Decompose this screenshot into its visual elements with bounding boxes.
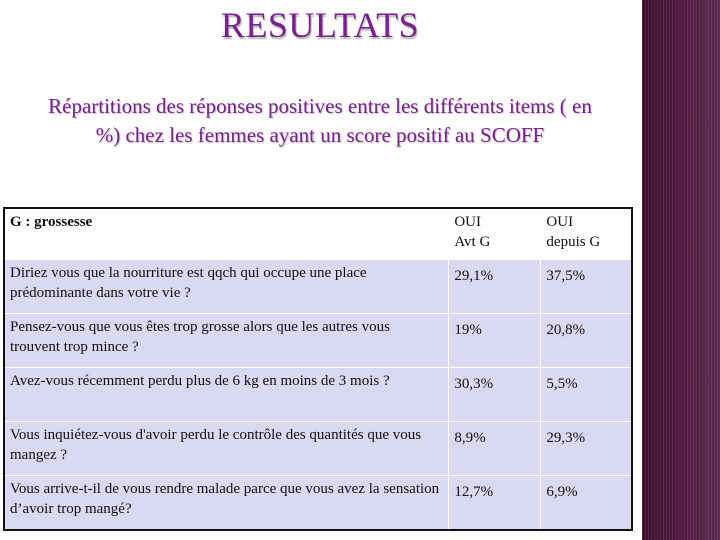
decorative-side-band — [642, 0, 720, 540]
row-value-avant: 8,9% — [449, 422, 541, 476]
row-question: Diriez vous que la nourriture est qqch qui occupe une place prédominante dans votre vie ? — [4, 260, 449, 314]
row-question: Pensez-vous que vous êtes trop grosse alors que les autres vous trouvent trop mince ? — [4, 314, 449, 368]
row-value-avant: 19% — [449, 314, 541, 368]
row-value-depuis: 29,3% — [541, 422, 632, 476]
table-row — [4, 368, 632, 422]
header-oui-depuis-line2: depuis G — [546, 234, 601, 250]
row-value-avant: 30,3% — [449, 368, 541, 422]
row-value-depuis: 6,9% — [541, 476, 632, 531]
row-value-depuis: 20,8% — [541, 314, 632, 368]
results-table — [3, 207, 633, 531]
header-question: G : grossesse — [4, 208, 449, 260]
row-value-avant: 12,7% — [449, 476, 541, 531]
slide-subtitle — [0, 92, 640, 150]
table-row — [4, 476, 632, 531]
row-value-avant: 29,1% — [449, 260, 541, 314]
slide-title: RESULTATS — [220, 5, 420, 45]
table-row — [4, 314, 632, 368]
row-question: Avez-vous récemment perdu plus de 6 kg en moins de 3 mois ? — [4, 368, 449, 422]
row-question: Vous inquiétez-vous d'avoir perdu le contrôle des quantités que vous mangez ? — [4, 422, 449, 476]
header-oui-avant-line2: Avt G — [454, 234, 491, 250]
table-row — [4, 422, 632, 476]
subtitle-line-1: Répartitions des réponses positives entre les différents items ( en — [48, 94, 592, 118]
subtitle-line-2: %) chez les femmes ayant un score positif au SCOFF — [95, 123, 545, 147]
table-row — [4, 260, 632, 314]
header-oui-avant-line1: OUI — [454, 214, 481, 230]
header-oui-avant — [449, 208, 541, 260]
row-value-depuis: 5,5% — [541, 368, 632, 422]
row-value-depuis: 37,5% — [541, 260, 632, 314]
table-header-row — [4, 208, 632, 260]
row-question: Vous arrive-t-il de vous rendre malade parce que vous avez la sensation d’avoir trop mangé? — [4, 476, 449, 531]
header-oui-depuis-line1: OUI — [546, 214, 574, 230]
header-oui-depuis — [541, 208, 632, 260]
